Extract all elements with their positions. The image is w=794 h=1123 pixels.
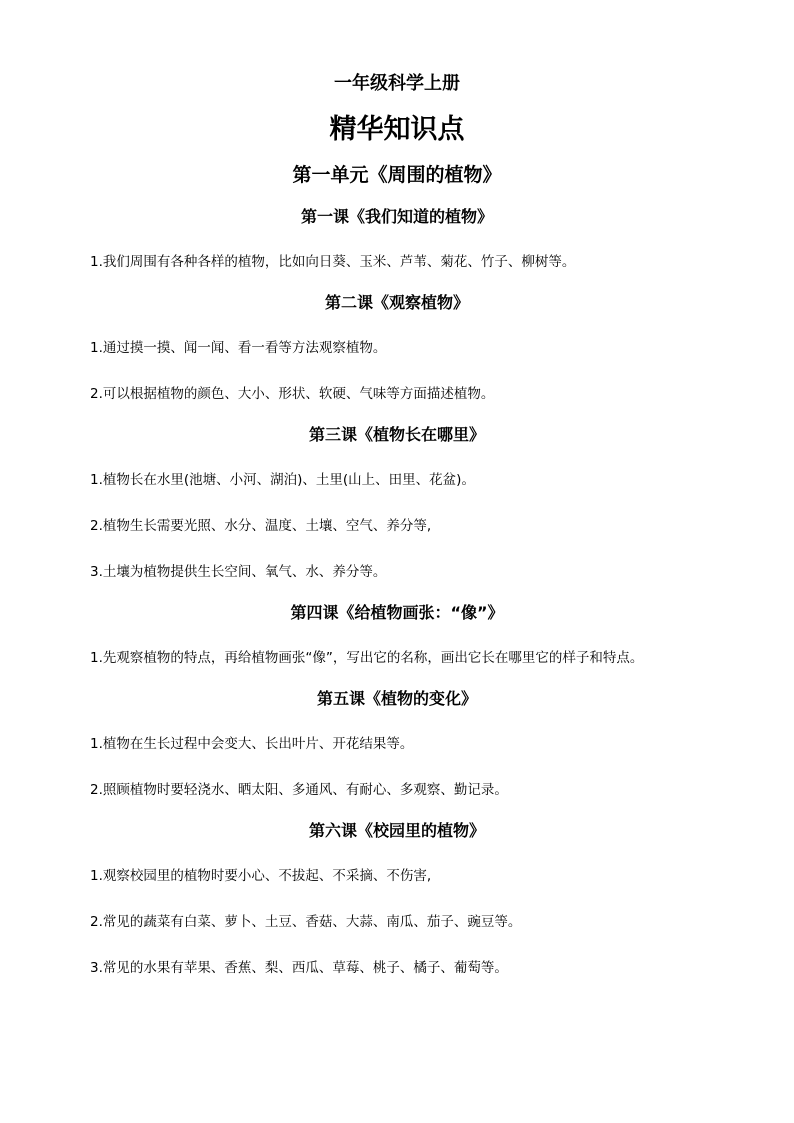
knowledge-point: 2.常见的蔬菜有白菜、萝卜、土豆、香菇、大蒜、南瓜、茄子、豌豆等。	[90, 914, 522, 930]
section-spacer	[0, 669, 794, 684]
knowledge-point: 2.照顾植物时要轻浇水、晒太阳、多通风、有耐心、多观察、勤记录。	[90, 782, 508, 798]
knowledge-point: 1.我们周围有各种各样的植物，比如向日葵、玉米、芦苇、菊花、竹子、柳树等。	[90, 254, 576, 270]
item-spacer	[0, 537, 794, 561]
lesson-title: 第四课《给植物画张：“像”》	[290, 603, 504, 622]
lesson-items	[0, 251, 794, 273]
lesson-section	[0, 420, 794, 583]
title-spacer	[0, 450, 794, 469]
lesson-items	[0, 647, 794, 669]
lesson-list	[0, 202, 794, 979]
lesson-section	[0, 816, 794, 979]
knowledge-point: 2.可以根据植物的颜色、大小、形状、软硬、气味等方面描述植物。	[90, 386, 495, 402]
knowledge-point: 1.植物长在水里(池塘、小河、湖泊)、土里(山上、田里、花盆)。	[90, 472, 475, 488]
lesson-title: 第二课《观察植物》	[324, 293, 469, 312]
item-spacer	[0, 887, 794, 911]
title-spacer	[0, 232, 794, 251]
lesson-section	[0, 288, 794, 405]
unit-title: 第一单元《周围的植物》	[292, 164, 502, 186]
item-spacer	[0, 491, 794, 515]
knowledge-point: 3.土壤为植物提供生长空间、氧气、水、养分等。	[90, 564, 387, 580]
lesson-title: 第一课《我们知道的植物》	[300, 207, 493, 226]
knowledge-point: 1.观察校园里的植物时要小心、不拔起、不采摘、不伤害,	[90, 868, 432, 884]
lesson-items	[0, 337, 794, 405]
section-spacer	[0, 583, 794, 598]
section-spacer	[0, 801, 794, 816]
lesson-title: 第六课《校园里的植物》	[308, 821, 485, 840]
lesson-title: 第五课《植物的变化》	[316, 689, 477, 708]
knowledge-point: 3.常见的水果有苹果、香蕉、梨、西瓜、草莓、桃子、橘子、葡萄等。	[90, 960, 508, 976]
section-spacer	[0, 273, 794, 288]
knowledge-point: 1.植物在生长过程中会变大、长出叶片、开花结果等。	[90, 736, 414, 752]
section-spacer	[0, 405, 794, 420]
lesson-items	[0, 865, 794, 979]
lesson-title: 第三课《植物长在哪里》	[308, 425, 485, 444]
title-spacer	[0, 714, 794, 733]
knowledge-point: 1.先观察植物的特点，再给植物画张“像”，写出它的名称，画出它长在哪里它的样子和特点。	[90, 650, 644, 666]
item-spacer	[0, 755, 794, 779]
title-spacer	[0, 318, 794, 337]
lesson-section	[0, 598, 794, 669]
lesson-items	[0, 469, 794, 583]
grade-title: 一年级科学上册	[334, 73, 460, 94]
main-title: 精华知识点	[329, 114, 465, 145]
lesson-section	[0, 202, 794, 273]
lesson-section	[0, 684, 794, 801]
knowledge-point: 2.植物生长需要光照、水分、温度、土壤、空气、养分等,	[90, 518, 432, 534]
lesson-items	[0, 733, 794, 801]
title-spacer	[0, 628, 794, 647]
title-spacer	[0, 846, 794, 865]
knowledge-point: 1.通过摸一摸、闻一闻、看一看等方法观察植物。	[90, 340, 387, 356]
item-spacer	[0, 359, 794, 383]
item-spacer	[0, 933, 794, 957]
